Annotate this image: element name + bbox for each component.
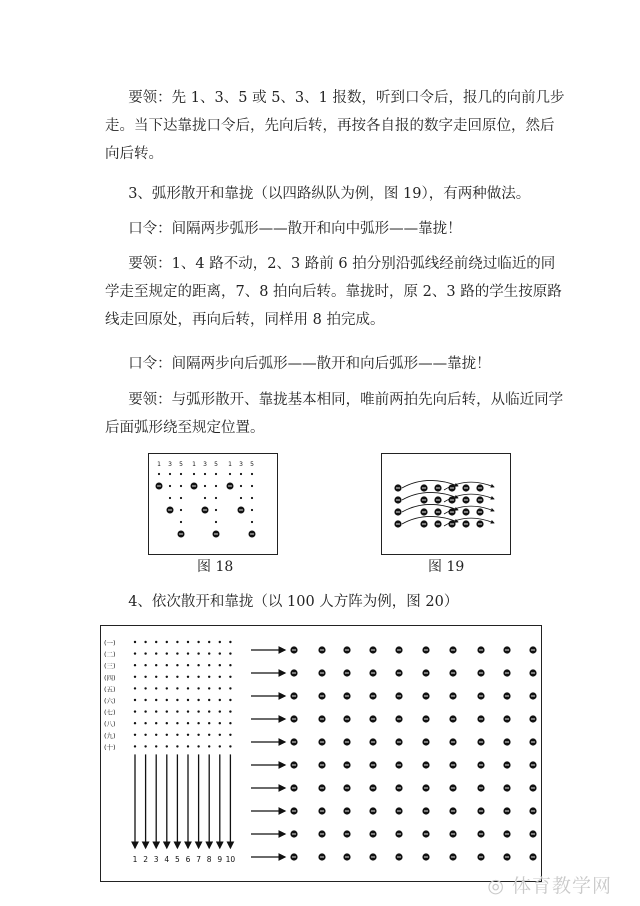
path-dot — [215, 509, 217, 511]
path-dot — [180, 473, 182, 475]
figure-19-diagram — [382, 454, 510, 554]
paragraph-4: 要领：1、4 路不动，2、3 路前 6 拍分别沿弧线经前绕过临近的同学走至规定的距离，7、8 拍向后转。靠拢时，原 2、3 路的学生按原路线走回原处，再向后转，同样用 8 拍完成。 — [105, 256, 562, 328]
grid-dot — [208, 710, 210, 712]
grid-dot — [176, 699, 178, 701]
count-label: 3 — [168, 461, 172, 468]
figure-18-diagram — [149, 454, 277, 554]
path-dot — [169, 473, 171, 475]
path-dot — [215, 485, 217, 487]
grid-dot — [197, 652, 199, 654]
grid-dot — [197, 734, 199, 736]
grid-dot — [208, 652, 210, 654]
grid-dot — [187, 722, 189, 724]
grid-dot — [219, 664, 221, 666]
grid-dot — [208, 641, 210, 643]
grid-dot — [219, 710, 221, 712]
path-dot — [215, 497, 217, 499]
paragraph-1: 要领：先 1、3、5 或 5、3、1 报数，听到口令后，报几的向前几步走。当下达靠拢口令后，先向后转，再按各自报的数字走回原位，然后向后转。 — [105, 90, 565, 162]
grid-dot — [144, 641, 146, 643]
column-number: 9 — [217, 855, 223, 864]
path-dot — [158, 473, 160, 475]
grid-dot — [166, 687, 168, 689]
grid-dot — [166, 641, 168, 643]
column-number: 5 — [175, 855, 180, 864]
grid-dot — [144, 676, 146, 678]
grid-dot — [144, 699, 146, 701]
figure-19 — [381, 453, 511, 555]
grid-dot — [155, 734, 157, 736]
grid-dot — [134, 734, 136, 736]
grid-dot — [208, 687, 210, 689]
grid-dot — [176, 734, 178, 736]
grid-dot — [229, 664, 231, 666]
grid-dot — [197, 710, 199, 712]
grid-dot — [134, 641, 136, 643]
path-dot — [251, 497, 253, 499]
grid-dot — [155, 641, 157, 643]
grid-dot — [134, 710, 136, 712]
path-dot — [204, 485, 206, 487]
grid-dot — [166, 710, 168, 712]
grid-dot — [155, 676, 157, 678]
grid-dot — [134, 699, 136, 701]
grid-dot — [134, 676, 136, 678]
grid-dot — [197, 641, 199, 643]
column-number: 1 — [132, 855, 138, 864]
path-dot — [251, 521, 253, 523]
count-label: 3 — [203, 461, 207, 468]
column-number: 8 — [206, 855, 212, 864]
grid-dot — [197, 687, 199, 689]
path-dot — [240, 473, 242, 475]
paragraph-2: 3、弧形散开和靠拢（以四路纵队为例，图 19），有两种做法。 — [128, 186, 531, 202]
grid-dot — [134, 687, 136, 689]
grid-dot — [229, 745, 231, 747]
column-number: 4 — [164, 855, 170, 864]
grid-dot — [197, 664, 199, 666]
count-label: 1 — [157, 461, 161, 468]
grid-dot — [144, 652, 146, 654]
grid-dot — [187, 641, 189, 643]
row-label: (三) — [104, 662, 116, 671]
grid-dot — [155, 699, 157, 701]
grid-dot — [166, 652, 168, 654]
grid-dot — [176, 676, 178, 678]
grid-dot — [166, 734, 168, 736]
path-dot — [251, 473, 253, 475]
grid-dot — [144, 710, 146, 712]
grid-dot — [176, 687, 178, 689]
row-label: (四) — [104, 673, 116, 682]
path-dot — [251, 509, 253, 511]
grid-dot — [208, 722, 210, 724]
grid-dot — [176, 652, 178, 654]
watermark-text: 体育教学网 — [511, 875, 612, 897]
grid-dot — [229, 734, 231, 736]
grid-dot — [187, 676, 189, 678]
path-dot — [204, 497, 206, 499]
paragraph-5: 口令：间隔两步向后弧形——散开和向后弧形——靠拢！ — [128, 356, 491, 372]
row-label: (二) — [104, 650, 116, 659]
grid-dot — [208, 745, 210, 747]
grid-dot — [176, 710, 178, 712]
grid-dot — [166, 676, 168, 678]
row-label: (十) — [104, 743, 116, 752]
paragraph-6: 要领：与弧形散开、靠拢基本相同，唯前两拍先向后转，从临近同学后面弧形绕至规定位置。 — [105, 392, 564, 436]
path-dot — [180, 509, 182, 511]
grid-dot — [155, 722, 157, 724]
figure-18-caption: 图 18 — [197, 559, 234, 575]
grid-dot — [197, 722, 199, 724]
grid-dot — [229, 676, 231, 678]
count-label: 5 — [250, 461, 254, 468]
path-dot — [240, 497, 242, 499]
column-number: 2 — [143, 855, 148, 864]
grid-dot — [197, 676, 199, 678]
path-dot — [215, 473, 217, 475]
grid-dot — [219, 734, 221, 736]
grid-dot — [134, 722, 136, 724]
grid-dot — [176, 641, 178, 643]
grid-dot — [187, 734, 189, 736]
path-dot — [240, 485, 242, 487]
grid-dot — [144, 664, 146, 666]
path-dot — [215, 521, 217, 523]
row-label: (六) — [104, 697, 116, 705]
grid-dot — [219, 652, 221, 654]
grid-dot — [134, 745, 136, 747]
grid-dot — [219, 699, 221, 701]
grid-dot — [197, 745, 199, 747]
path-dot — [229, 473, 231, 475]
grid-dot — [155, 745, 157, 747]
grid-dot — [197, 699, 199, 701]
grid-dot — [144, 687, 146, 689]
grid-dot — [208, 664, 210, 666]
grid-dot — [134, 664, 136, 666]
grid-dot — [229, 710, 231, 712]
column-number: 3 — [153, 855, 159, 864]
figure-19-caption: 图 19 — [428, 559, 465, 575]
grid-dot — [134, 652, 136, 654]
grid-dot — [229, 652, 231, 654]
grid-dot — [219, 641, 221, 643]
count-label: 5 — [214, 461, 218, 468]
grid-dot — [229, 699, 231, 701]
grid-dot — [219, 722, 221, 724]
grid-dot — [229, 641, 231, 643]
paragraph-7: 4、依次散开和靠拢（以 100 人方阵为例，图 20） — [128, 594, 459, 610]
grid-dot — [166, 699, 168, 701]
column-number: 6 — [185, 855, 191, 864]
path-dot — [180, 521, 182, 523]
grid-dot — [144, 745, 146, 747]
figure-20-diagram — [101, 626, 541, 881]
path-dot — [180, 485, 182, 487]
grid-dot — [144, 734, 146, 736]
figure-18 — [148, 453, 278, 555]
grid-dot — [176, 664, 178, 666]
grid-dot — [166, 722, 168, 724]
grid-dot — [155, 652, 157, 654]
path-dot — [180, 497, 182, 499]
path-dot — [251, 485, 253, 487]
column-number: 7 — [196, 855, 201, 864]
grid-dot — [176, 745, 178, 747]
grid-dot — [208, 699, 210, 701]
grid-dot — [219, 676, 221, 678]
path-dot — [169, 497, 171, 499]
grid-dot — [144, 722, 146, 724]
figure-20 — [100, 625, 542, 882]
watermark: ◎ 体育教学网 — [487, 875, 612, 897]
row-label: (七) — [104, 708, 116, 717]
grid-dot — [187, 699, 189, 701]
grid-dot — [187, 652, 189, 654]
grid-dot — [155, 710, 157, 712]
grid-dot — [166, 745, 168, 747]
grid-dot — [166, 664, 168, 666]
grid-dot — [155, 664, 157, 666]
grid-dot — [229, 722, 231, 724]
grid-dot — [187, 687, 189, 689]
path-dot — [204, 473, 206, 475]
count-label: 5 — [179, 461, 183, 468]
path-dot — [169, 485, 171, 487]
grid-dot — [187, 745, 189, 747]
grid-dot — [176, 722, 178, 724]
column-number: 10 — [225, 855, 236, 864]
grid-dot — [208, 676, 210, 678]
row-label: (九) — [104, 731, 116, 740]
grid-dot — [229, 687, 231, 689]
count-label: 3 — [239, 461, 243, 468]
row-label: (五) — [104, 685, 116, 694]
grid-dot — [187, 710, 189, 712]
grid-dot — [208, 734, 210, 736]
grid-dot — [219, 745, 221, 747]
grid-dot — [187, 664, 189, 666]
row-label: (一) — [104, 639, 116, 647]
count-label: 1 — [228, 461, 232, 468]
path-dot — [193, 473, 195, 475]
grid-dot — [155, 687, 157, 689]
row-label: (八) — [104, 720, 116, 729]
grid-dot — [219, 687, 221, 689]
paragraph-3: 口令：间隔两步弧形——散开和向中弧形——靠拢！ — [128, 221, 462, 237]
count-label: 1 — [192, 461, 196, 468]
